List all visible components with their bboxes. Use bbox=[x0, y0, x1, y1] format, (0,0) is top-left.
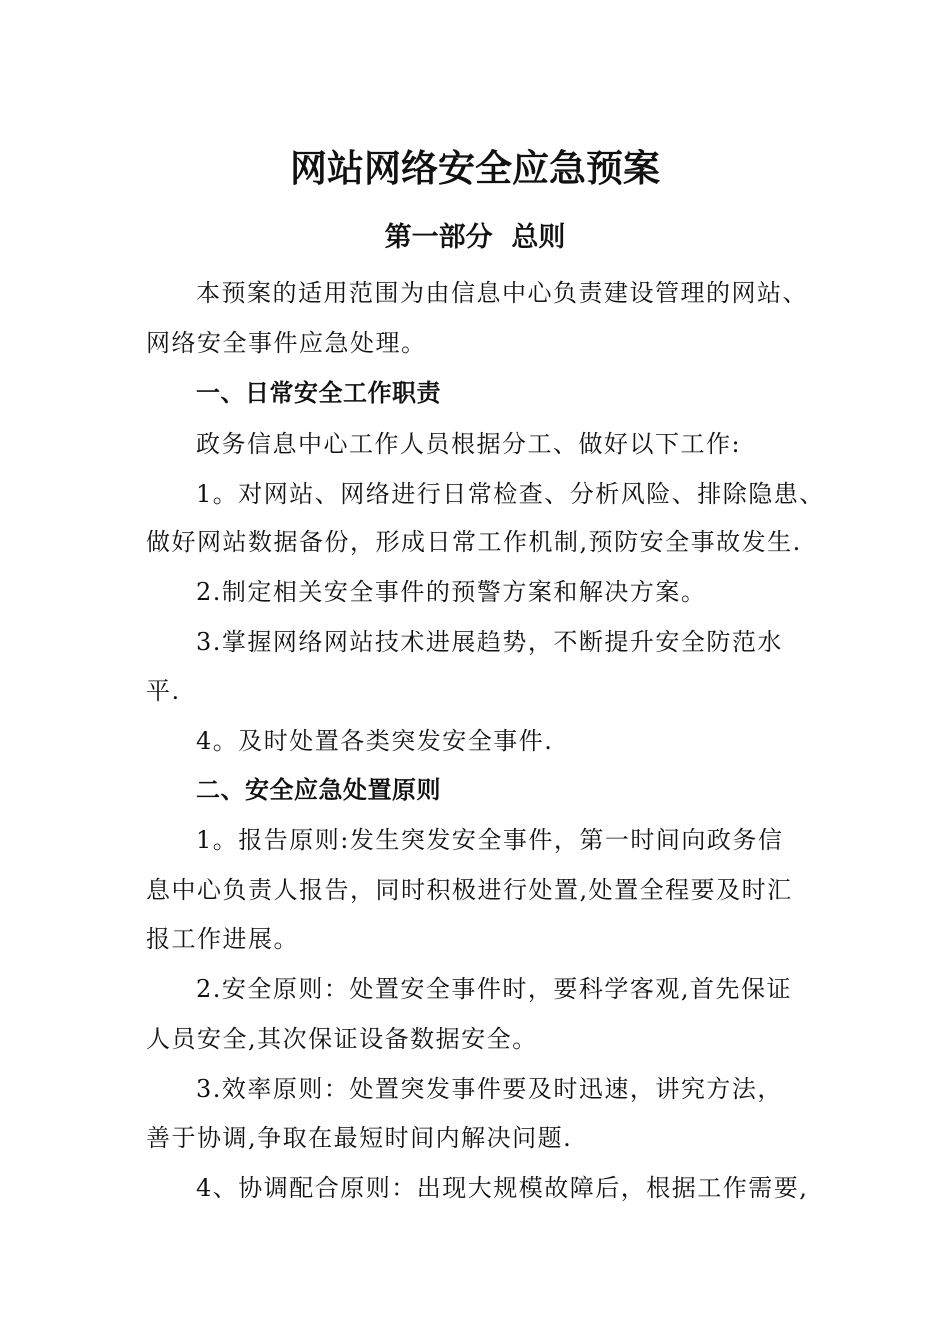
section-2-item-2-line-2: 人员安全,其次保证设备数据安全。 bbox=[146, 1025, 538, 1053]
document-title: 网站网络安全应急预案 bbox=[290, 146, 660, 190]
section-2-item-3-line-2: 善于协调,争取在最短时间内解决问题. bbox=[146, 1124, 573, 1152]
section-2-item-1-line-3: 报工作进展。 bbox=[146, 925, 299, 953]
section-1-item-1-line-1: 1。对网站、网络进行日常检查、分析风险、排除隐患、 bbox=[196, 480, 825, 508]
section-1-item-4: 4。及时处置各类突发安全事件. bbox=[196, 727, 554, 755]
section-2-item-1-line-1: 1。报告原则:发生突发安全事件，第一时间向政务信 bbox=[196, 826, 784, 854]
intro-line-2: 网络安全事件应急处理。 bbox=[146, 329, 427, 357]
section-2-item-1-line-2: 息中心负责人报告，同时积极进行处置,处置全程要及时汇 bbox=[146, 876, 793, 904]
section-1-item-1-line-2: 做好网站数据备份，形成日常工作机制,预防安全事故发生. bbox=[146, 528, 802, 556]
section-1-item-3-line-2: 平. bbox=[146, 677, 181, 705]
section-2-item-2-line-1: 2.安全原则：处置安全事件时，要科学客观,首先保证 bbox=[196, 975, 793, 1003]
section-2-heading: 二、安全应急处置原则 bbox=[196, 776, 441, 804]
section-1-lead: 政务信息中心工作人员根据分工、做好以下工作: bbox=[196, 430, 742, 458]
section-2-item-4-line-1: 4、协调配合原则：出现大规模故障后，根据工作需要, bbox=[196, 1174, 809, 1202]
section-1-item-3-line-1: 3.掌握网络网站技术进展趋势，不断提升安全防范水 bbox=[196, 628, 783, 656]
section-1-item-2: 2.制定相关安全事件的预警方案和解决方案。 bbox=[196, 578, 707, 606]
intro-line-1: 本预案的适用范围为由信息中心负责建设管理的网站、 bbox=[196, 279, 808, 307]
part-title: 第一部分 总则 bbox=[384, 222, 566, 253]
section-1-heading: 一、日常安全工作职责 bbox=[196, 379, 441, 407]
section-2-item-3-line-1: 3.效率原则：处置突发事件要及时迅速，讲究方法， bbox=[196, 1075, 783, 1103]
